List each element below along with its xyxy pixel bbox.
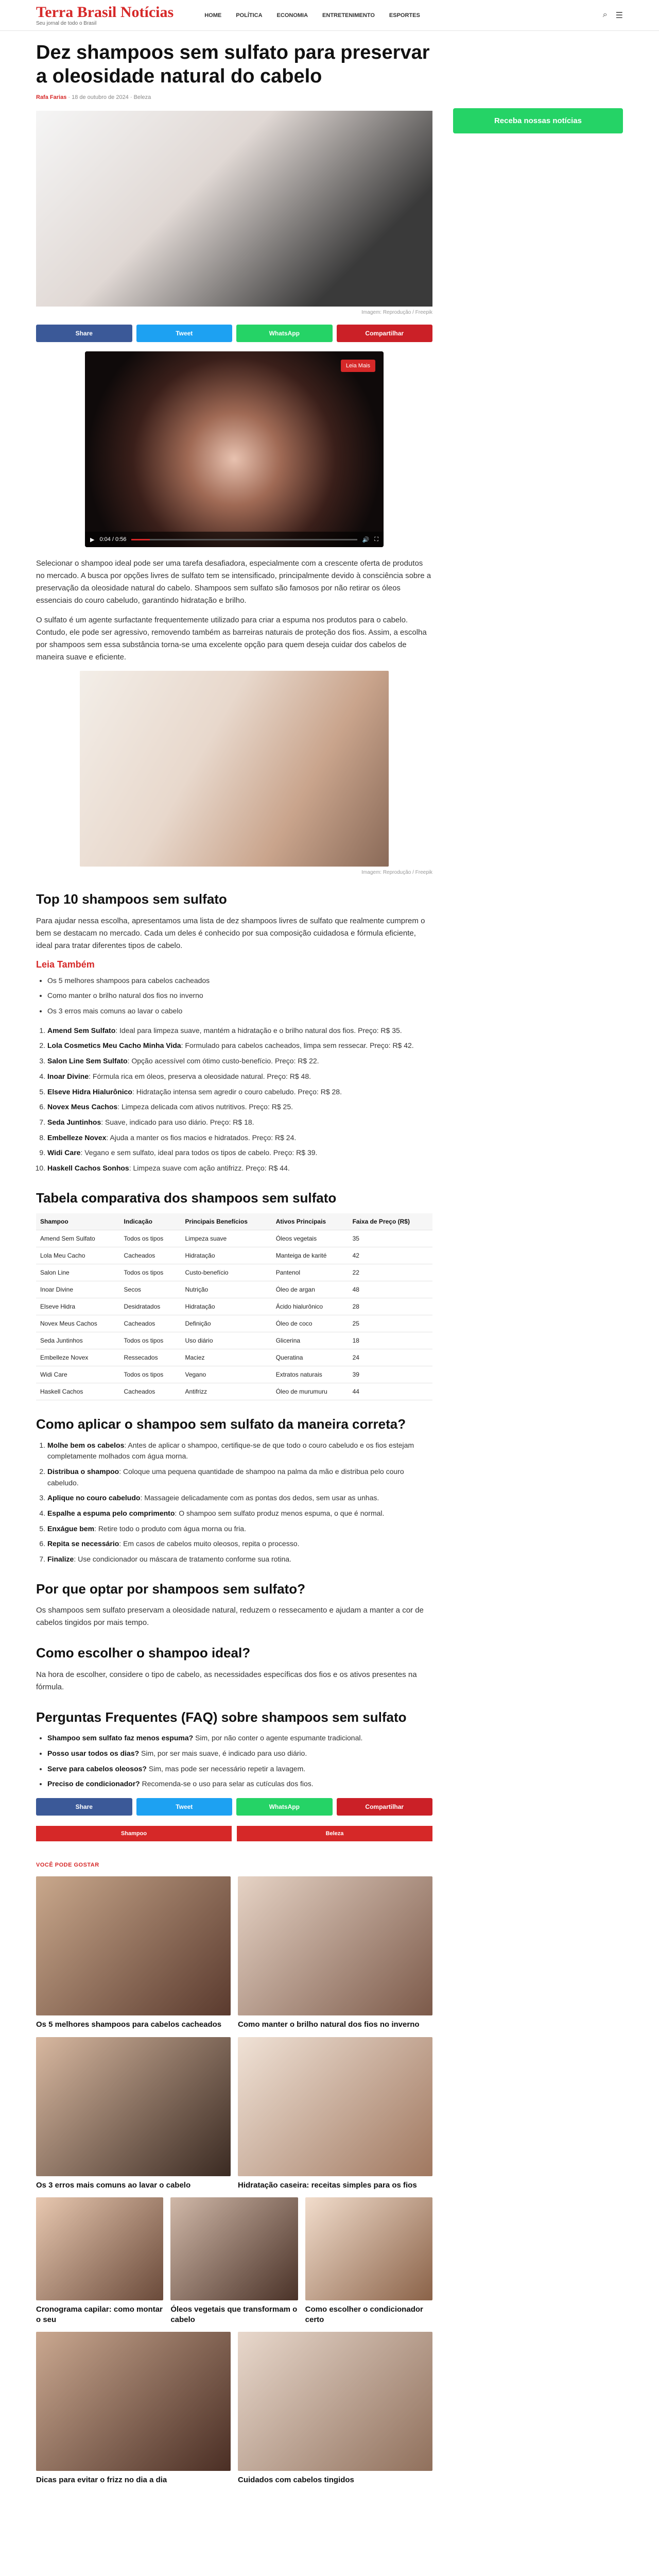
menu-icon[interactable]: ☰	[615, 11, 623, 20]
tag-item[interactable]: Beleza	[237, 1826, 432, 1841]
table-cell: Todos os tipos	[120, 1332, 181, 1349]
nav-politica[interactable]: POLÍTICA	[236, 12, 263, 19]
section-title-why: Por que optar por shampoos sem sulfato?	[36, 1581, 305, 1597]
table-cell: Lola Meu Cacho	[36, 1247, 120, 1264]
article-date: 18 de outubro de 2024	[72, 94, 129, 101]
table-cell: Embelleze Novex	[36, 1349, 120, 1366]
share-pinterest-button[interactable]: Compartilhar	[337, 325, 433, 342]
comparison-table	[36, 1213, 432, 1400]
nav-economia[interactable]: ECONOMIA	[276, 12, 308, 19]
table-cell: Inoar Divine	[36, 1281, 120, 1298]
read-also-item[interactable]: • Os 5 melhores shampoos para cabelos cacheados	[47, 975, 432, 987]
table-row	[36, 1247, 432, 1264]
nav-esportes[interactable]: ESPORTES	[389, 12, 420, 19]
table-cell: Ácido hialurônico	[272, 1298, 349, 1315]
table-cell: Custo-benefício	[181, 1264, 271, 1281]
sidebar	[453, 31, 623, 2493]
table-cell: Óleo de argan	[272, 1281, 349, 1298]
list-item: 1. Amend Sem Sulfato: Ideal para limpeza suave, mantém a hidratação e o brilho natural dos fios. Preço: R$ 35.	[47, 1025, 432, 1037]
step-item: 6. Repita se necessário: Em casos de cabelos muito oleosos, repita o processo.	[47, 1538, 432, 1550]
share-pinterest-button[interactable]: Compartilhar	[337, 1798, 433, 1816]
table-cell: Widi Care	[36, 1366, 120, 1383]
table-cell: Novex Meus Cachos	[36, 1315, 120, 1332]
read-also-item[interactable]: • Os 3 erros mais comuns ao lavar o cabelo	[47, 1006, 432, 1017]
video-read-more-button[interactable]: Leia Mais	[341, 360, 375, 372]
list-item: 6. Novex Meus Cachos: Limpeza delicada com ativos nutritivos. Preço: R$ 25.	[47, 1101, 432, 1113]
step-item: 4. Espalhe a espuma pelo comprimento: O shampoo sem sulfato produz menos espuma, o que é normal.	[47, 1508, 432, 1519]
table-cell: Extratos naturais	[272, 1366, 349, 1383]
table-cell: 24	[349, 1349, 432, 1366]
list-item: 2. Lola Cosmetics Meu Cacho Minha Vida: Formulado para cabelos cacheados, limpa sem ressecar. Preço: R$ 42.	[47, 1040, 432, 1052]
table-row	[36, 1264, 432, 1281]
table-cell: 42	[349, 1247, 432, 1264]
whatsapp-subscribe-button[interactable]: Receba nossas notícias	[453, 108, 623, 133]
recommended-card[interactable]: Óleos vegetais que transformam o cabelo	[170, 2197, 298, 2325]
recommended-card[interactable]: Cuidados com cabelos tingidos	[238, 2332, 432, 2485]
intro-paragraph: Selecionar o shampoo ideal pode ser uma tarefa desafiadora, especialmente com a crescente oferta de produtos no mercado. A busca por opções livres de sulfato tem se intensificado, principalmente devido à consciência sobre a preservação da oleosidade natural do cabelo. Shampoos sem sulfato são famosos por não retirar os óleos essenciais do couro cabeludo, garantindo hidratação e brilho.	[36, 559, 431, 605]
table-cell: Hidratação	[181, 1298, 271, 1315]
main-nav	[204, 12, 420, 19]
section-title-faq: Perguntas Frequentes (FAQ) sobre shampoos sem sulfato	[36, 1709, 407, 1725]
table-cell: Salon Line	[36, 1264, 120, 1281]
table-cell: Pantenol	[272, 1264, 349, 1281]
table-cell: Ressecados	[120, 1349, 181, 1366]
video-controls	[85, 532, 384, 547]
list-item: 5. Elseve Hidra Hialurônico: Hidratação intensa sem agredir o couro cabeludo. Preço: R$ 28.	[47, 1087, 432, 1098]
list-item: 10. Haskell Cachos Sonhos: Limpeza suave com ação antifrizz. Preço: R$ 44.	[47, 1163, 432, 1174]
table-cell: Amend Sem Sulfato	[36, 1230, 120, 1247]
article-image	[80, 671, 389, 867]
table-cell: Todos os tipos	[120, 1366, 181, 1383]
faq-item: • Preciso de condicionador? Recomenda-se o uso para selar as cutículas dos fios.	[47, 1778, 432, 1790]
recommended-card[interactable]: Hidratação caseira: receitas simples para os fios	[238, 2037, 432, 2191]
step-item: 2. Distribua o shampoo: Coloque uma pequena quantidade de shampoo na palma da mão e distribua pelo couro cabeludo.	[47, 1466, 432, 1488]
list-item: 4. Inoar Divine: Fórmula rica em óleos, preserva a oleosidade natural. Preço: R$ 48.	[47, 1071, 432, 1082]
image-caption: Imagem: Reprodução / Freepik	[361, 870, 432, 876]
table-cell: Limpeza suave	[181, 1230, 271, 1247]
share-twitter-button[interactable]: Tweet	[136, 1798, 233, 1816]
section-title-choose: Como escolher o shampoo ideal?	[36, 1645, 251, 1661]
share-bar	[36, 325, 432, 342]
share-facebook-button[interactable]: Share	[36, 325, 132, 342]
fullscreen-icon[interactable]: ⛶	[374, 536, 378, 543]
video-frame	[85, 351, 384, 547]
table-row	[36, 1366, 432, 1383]
section-title-table: Tabela comparativa dos shampoos sem sulfato	[36, 1190, 337, 1206]
table-cell: Haskell Cachos	[36, 1383, 120, 1400]
recommended-card[interactable]: Os 5 melhores shampoos para cabelos cacheados	[36, 1876, 231, 2030]
table-cell: Elseve Hidra	[36, 1298, 120, 1315]
table-header: Shampoo	[36, 1213, 120, 1230]
table-cell: Cacheados	[120, 1383, 181, 1400]
tag-item[interactable]: Shampoo	[36, 1826, 232, 1841]
recommended-card[interactable]: Como manter o brilho natural dos fios no inverno	[238, 1876, 432, 2030]
table-header: Principais Benefícios	[181, 1213, 271, 1230]
volume-icon[interactable]: 🔊	[362, 536, 370, 543]
table-cell: Desidratados	[120, 1298, 181, 1315]
hero-image	[36, 111, 432, 307]
step-item: 7. Finalize: Use condicionador ou máscara de tratamento conforme sua rotina.	[47, 1554, 432, 1565]
logo-tagline: Seu jornal de todo o Brasil	[36, 20, 97, 26]
table-cell: Definição	[181, 1315, 271, 1332]
search-icon[interactable]: ⌕	[602, 10, 608, 19]
article-meta: Rafa Farias · 18 de outubro de 2024 · Beleza	[36, 94, 151, 101]
logo-name-a: Terra Brasil	[36, 3, 117, 21]
read-also-list	[47, 975, 432, 1017]
table-cell: Maciez	[181, 1349, 271, 1366]
recommended-card[interactable]: Cronograma capilar: como montar o seu	[36, 2197, 163, 2325]
read-also-item[interactable]: • Como manter o brilho natural dos fios no inverno	[47, 990, 432, 1002]
table-cell: 48	[349, 1281, 432, 1298]
recommended-card[interactable]: Como escolher o condicionador certo	[305, 2197, 432, 2325]
table-cell: 18	[349, 1332, 432, 1349]
shampoo-list	[47, 1025, 432, 1174]
share-whatsapp-button[interactable]: WhatsApp	[236, 325, 333, 342]
share-bar-bottom	[36, 1798, 432, 1816]
table-cell: Seda Juntinhos	[36, 1332, 120, 1349]
why-paragraph: Os shampoos sem sulfato preservam a oleosidade natural, reduzem o ressecamento e ajudam a manter a cor de cabelos tingidos por mais tempo.	[36, 1606, 424, 1628]
faq-list	[47, 1733, 432, 1790]
table-cell: Hidratação	[181, 1247, 271, 1264]
logo-name-b: Notícias	[120, 3, 174, 21]
hero-caption: Imagem: Reprodução / Freepik	[361, 310, 432, 316]
list-item: 7. Seda Juntinhos: Suave, indicado para uso diário. Preço: R$ 18.	[47, 1117, 432, 1128]
site-logo[interactable]	[36, 5, 174, 26]
list-item: 8. Embelleze Novex: Ajuda a manter os fios macios e hidratados. Preço: R$ 24.	[47, 1132, 432, 1144]
table-cell: Antifrizz	[181, 1383, 271, 1400]
table-row	[36, 1383, 432, 1400]
article-title: Dez shampoos sem sulfato para preservar a oleosidade natural do cabelo	[36, 42, 430, 87]
table-cell: Cacheados	[120, 1247, 181, 1264]
video-progress[interactable]	[131, 539, 357, 540]
faq-item: • Shampoo sem sulfato faz menos espuma? Sim, por não conter o agente espumante tradicional.	[47, 1733, 432, 1744]
video-player[interactable]	[85, 351, 384, 547]
table-row	[36, 1298, 432, 1315]
article	[36, 31, 432, 2493]
section-title-howto: Como aplicar o shampoo sem sulfato da maneira correta?	[36, 1416, 406, 1432]
table-cell: 22	[349, 1264, 432, 1281]
section-title-top10: Top 10 shampoos sem sulfato	[36, 891, 227, 907]
table-cell: Todos os tipos	[120, 1264, 181, 1281]
read-also-title: Leia Também	[36, 959, 95, 970]
step-item: 3. Aplique no couro cabeludo: Massageie delicadamente com as pontas dos dedos, sem usar as unhas.	[47, 1493, 432, 1504]
table-cell: 44	[349, 1383, 432, 1400]
more-section-title: VOCÊ PODE GOSTAR	[36, 1862, 99, 1869]
video-time: 0:04 / 0:56	[99, 536, 127, 543]
article-category[interactable]: Beleza	[133, 94, 151, 101]
table-header: Indicação	[120, 1213, 181, 1230]
intro-paragraph: O sulfato é um agente surfactante frequentemente utilizado para criar a espuma nos produtos para o cabelo. Contudo, ele pode ser agressivo, removendo também as barreiras naturais de proteção dos fios. Assim, a escolha por shampoos sem essa substância torna-se uma excelente opção para quem deseja cuidar dos cabelos de maneira suave e eficiente.	[36, 616, 427, 662]
top10-intro: Para ajudar nessa escolha, apresentamos uma lista de dez shampoos livres de sulfato que realmente cumprem o bem se destacam no mercado. Cada um deles é conhecido por sua composição cuidadosa e fórmula eficiente, ideal para tratar diferentes tipos de cabelo.	[36, 916, 425, 950]
table-row	[36, 1230, 432, 1247]
nav-entretenimento[interactable]: ENTRETENIMENTO	[322, 12, 375, 19]
choose-paragraph: Na hora de escolher, considere o tipo de cabelo, as necessidades específicas dos fios e os ativos presentes na fórmula.	[36, 1670, 417, 1691]
play-icon[interactable]: ▶	[90, 536, 95, 543]
table-cell: Uso diário	[181, 1332, 271, 1349]
table-cell: Glicerina	[272, 1332, 349, 1349]
table-cell: Nutrição	[181, 1281, 271, 1298]
table-row	[36, 1281, 432, 1298]
nav-home[interactable]: HOME	[204, 12, 222, 19]
steps-list	[47, 1440, 432, 1565]
faq-item: • Posso usar todos os dias? Sim, por ser mais suave, é indicado para uso diário.	[47, 1748, 432, 1759]
table-header: Faixa de Preço (R$)	[349, 1213, 432, 1230]
share-facebook-button[interactable]: Share	[36, 1798, 132, 1816]
table-header: Ativos Principais	[272, 1213, 349, 1230]
table-cell: 39	[349, 1366, 432, 1383]
table-cell: 28	[349, 1298, 432, 1315]
table-cell: Óleos vegetais	[272, 1230, 349, 1247]
table-cell: Óleo de coco	[272, 1315, 349, 1332]
table-row	[36, 1349, 432, 1366]
table-cell: Manteiga de karité	[272, 1247, 349, 1264]
faq-item: • Serve para cabelos oleosos? Sim, mas pode ser necessário repetir a lavagem.	[47, 1764, 432, 1775]
table-cell: Queratina	[272, 1349, 349, 1366]
list-item: 3. Salon Line Sem Sulfato: Opção acessível com ótimo custo-benefício. Preço: R$ 22.	[47, 1056, 432, 1067]
table-cell: Óleo de murumuru	[272, 1383, 349, 1400]
article-author[interactable]: Rafa Farias	[36, 94, 67, 101]
table-cell: Todos os tipos	[120, 1230, 181, 1247]
table-row	[36, 1315, 432, 1332]
table-cell: 35	[349, 1230, 432, 1247]
table-cell: Secos	[120, 1281, 181, 1298]
table-cell: 25	[349, 1315, 432, 1332]
list-item: 9. Widi Care: Vegano e sem sulfato, ideal para todos os tipos de cabelo. Preço: R$ 39.	[47, 1147, 432, 1159]
share-twitter-button[interactable]: Tweet	[136, 325, 233, 342]
step-item: 5. Enxágue bem: Retire todo o produto com água morna ou fria.	[47, 1523, 432, 1535]
step-item: 1. Molhe bem os cabelos: Antes de aplicar o shampoo, certifique-se de que todo o couro cabeludo e os fios estejam completamente molhados com água morna.	[47, 1440, 432, 1462]
recommended-card[interactable]: Dicas para evitar o frizz no dia a dia	[36, 2332, 231, 2485]
share-whatsapp-button[interactable]: WhatsApp	[236, 1798, 333, 1816]
table-row	[36, 1332, 432, 1349]
tags	[36, 1826, 432, 1841]
table-cell: Vegano	[181, 1366, 271, 1383]
table-cell: Cacheados	[120, 1315, 181, 1332]
top-bar	[0, 0, 659, 31]
recommended-card[interactable]: Os 3 erros mais comuns ao lavar o cabelo	[36, 2037, 231, 2191]
